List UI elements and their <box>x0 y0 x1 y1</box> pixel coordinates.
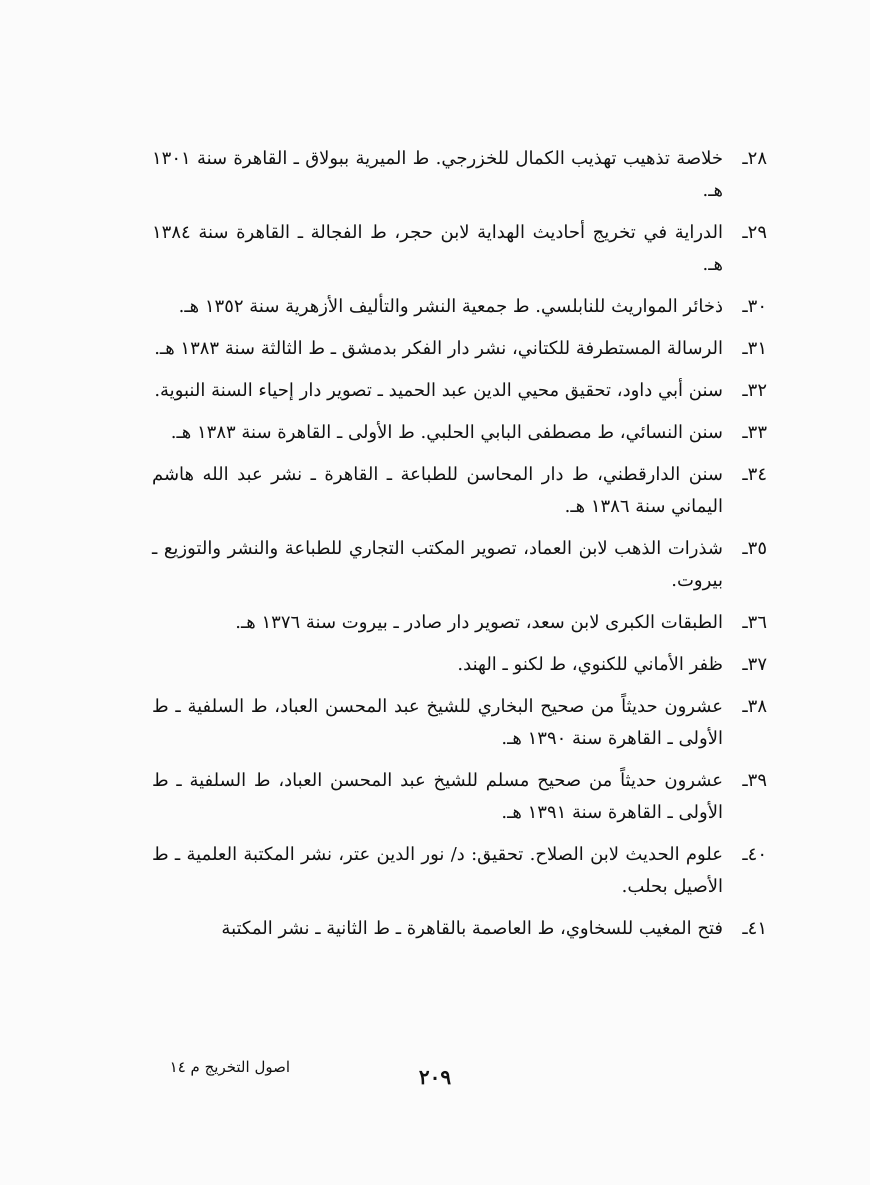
entry-number: ٣٨ـ <box>742 696 767 717</box>
list-item <box>152 765 767 829</box>
page-number: ٢٠٩ <box>418 1065 452 1089</box>
entry-text: علوم الحديث لابن الصلاح. تحقيق: د/ نور الدين عتر، نشر المكتبة العلمية ـ ط الأصيل بحلب. <box>152 844 723 897</box>
entry-text: الدراية في تخريج أحاديث الهداية لابن حجر، ط الفجالة ـ القاهرة سنة ١٣٨٤ هـ. <box>152 222 723 275</box>
entry-number: ٣٠ـ <box>742 296 767 317</box>
footer-signature-note: اصول التخريج م ١٤ <box>169 1058 290 1076</box>
entry-text: عشرون حديثاً من صحيح مسلم للشيخ عبد المحسن العباد، ط السلفية ـ ط الأولى ـ القاهرة سنة ١٣٩١ هـ. <box>152 770 723 823</box>
entry-text: الرسالة المستطرفة للكتاني، نشر دار الفكر بدمشق ـ ط الثالثة سنة ١٣٨٣ هـ. <box>154 338 723 359</box>
list-item <box>152 291 767 323</box>
list-item <box>152 913 767 945</box>
entry-text: خلاصة تذهيب تهذيب الكمال للخزرجي. ط الميرية ببولاق ـ القاهرة سنة ١٣٠١ هـ. <box>152 148 723 201</box>
reference-list <box>152 143 767 955</box>
entry-text: الطبقات الكبرى لابن سعد، تصوير دار صادر ـ بيروت سنة ١٣٧٦ هـ. <box>235 612 723 633</box>
entry-number: ٣٩ـ <box>742 770 767 791</box>
entry-text: عشرون حديثاً من صحيح البخاري للشيخ عبد المحسن العباد، ط السلفية ـ ط الأولى ـ القاهرة سنة ١٣٩٠ هـ. <box>152 696 723 749</box>
entry-number: ٤١ـ <box>742 918 767 939</box>
list-item <box>152 375 767 407</box>
entry-number: ٣٤ـ <box>742 464 767 485</box>
entry-number: ٣٧ـ <box>742 654 767 675</box>
list-item <box>152 649 767 681</box>
entry-text: سنن النسائي، ط مصطفى البابي الحلبي. ط الأولى ـ القاهرة سنة ١٣٨٣ هـ. <box>170 422 723 443</box>
page-footer <box>0 1055 870 1095</box>
list-item <box>152 533 767 597</box>
entry-text: ذخائر المواريث للنابلسي. ط جمعية النشر والتأليف الأزهرية سنة ١٣٥٢ هـ. <box>178 296 723 317</box>
list-item <box>152 333 767 365</box>
entry-number: ٣٥ـ <box>742 538 767 559</box>
entry-number: ٢٨ـ <box>742 148 767 169</box>
entry-number: ٢٩ـ <box>742 222 767 243</box>
list-item <box>152 143 767 207</box>
entry-number: ٣٣ـ <box>742 422 767 443</box>
list-item <box>152 691 767 755</box>
entry-number: ٤٠ـ <box>742 844 767 865</box>
list-item <box>152 417 767 449</box>
entry-number: ٣١ـ <box>742 338 767 359</box>
list-item <box>152 459 767 523</box>
entry-text: شذرات الذهب لابن العماد، تصوير المكتب التجاري للطباعة والنشر والتوزيع ـ بيروت. <box>152 538 723 591</box>
entry-text: سنن الدارقطني، ط دار المحاسن للطباعة ـ القاهرة ـ نشر عبد الله هاشم اليماني سنة ١٣٨٦ هـ. <box>152 464 723 517</box>
entry-number: ٣٢ـ <box>742 380 767 401</box>
list-item <box>152 217 767 281</box>
entry-text: سنن أبي داود، تحقيق محيي الدين عبد الحميد ـ تصوير دار إحياء السنة النبوية. <box>154 380 723 401</box>
list-item <box>152 839 767 903</box>
entry-text: ظفر الأماني للكنوي، ط لكنو ـ الهند. <box>457 654 723 675</box>
list-item <box>152 607 767 639</box>
entry-text: فتح المغيب للسخاوي، ط العاصمة بالقاهرة ـ ط الثانية ـ نشر المكتبة <box>221 918 723 939</box>
entry-number: ٣٦ـ <box>742 612 767 633</box>
